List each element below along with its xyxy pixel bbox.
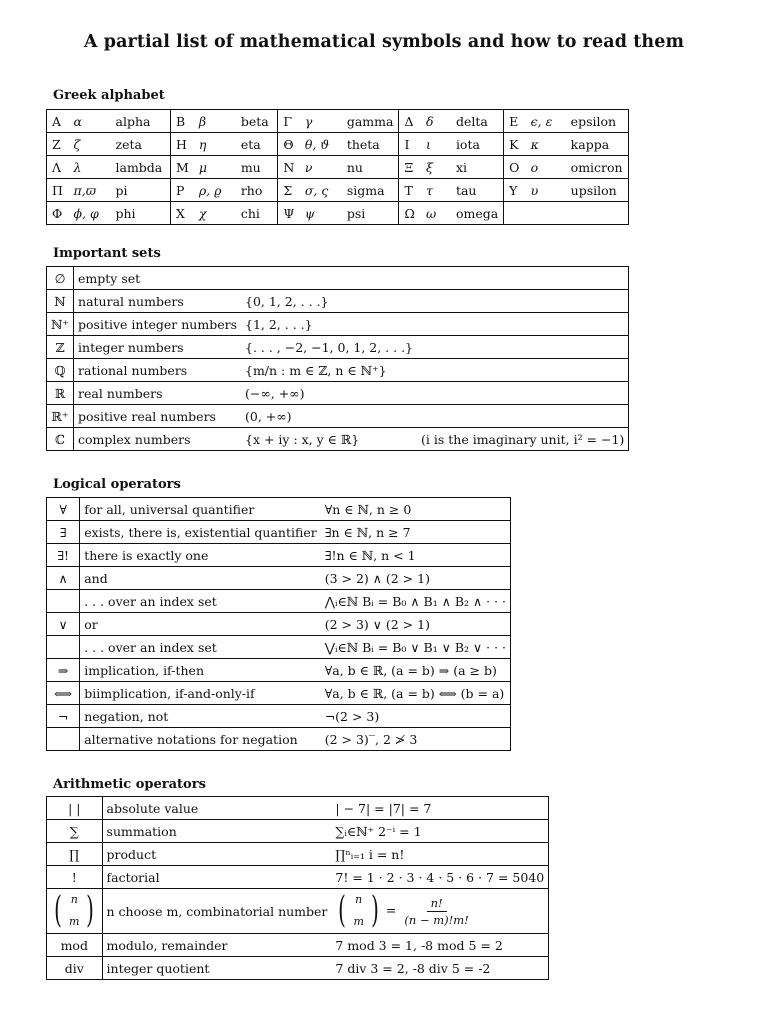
table-row bbox=[47, 382, 629, 405]
greek-upper: Ξ bbox=[399, 156, 421, 179]
logic-example: ⋀ᵢ∈ℕ Bᵢ = B₀ ∧ B₁ ∧ B₂ ∧ · · · bbox=[321, 590, 511, 613]
set-note bbox=[417, 336, 629, 359]
greek-upper: Η bbox=[171, 133, 194, 156]
logic-example: (2 > 3)‾, 2 ≯ 3 bbox=[321, 728, 511, 751]
greek-name: psi bbox=[342, 202, 399, 225]
arith-description: product bbox=[102, 843, 331, 866]
arith-description: integer quotient bbox=[102, 957, 331, 980]
greek-upper: Ψ bbox=[278, 202, 300, 225]
table-row bbox=[47, 820, 549, 843]
arith-symbol: div bbox=[47, 957, 103, 980]
logic-description: negation, not bbox=[80, 705, 321, 728]
greek-name: pi bbox=[111, 179, 171, 202]
set-name: positive real numbers bbox=[74, 405, 241, 428]
greek-name: nu bbox=[342, 156, 399, 179]
logic-description: there is exactly one bbox=[80, 544, 321, 567]
table-row bbox=[47, 843, 549, 866]
set-note bbox=[417, 405, 629, 428]
set-name: rational numbers bbox=[74, 359, 241, 382]
greek-heading: Greek alphabet bbox=[53, 88, 165, 103]
logic-example: ∀n ∈ ℕ, n ≥ 0 bbox=[321, 498, 511, 521]
table-row bbox=[47, 567, 511, 590]
sets-heading: Important sets bbox=[53, 246, 161, 261]
set-note bbox=[417, 267, 629, 290]
table-row bbox=[47, 156, 629, 179]
arith-symbol: ! bbox=[47, 866, 103, 889]
greek-upper: Β bbox=[171, 110, 194, 133]
greek-name: omega bbox=[451, 202, 504, 225]
greek-lower: ω bbox=[421, 202, 451, 225]
set-note bbox=[417, 313, 629, 336]
greek-table bbox=[46, 109, 629, 225]
arith-description: factorial bbox=[102, 866, 331, 889]
greek-upper: Ζ bbox=[47, 133, 69, 156]
arith-example: 7 mod 3 = 1, -8 mod 5 = 2 bbox=[331, 934, 548, 957]
logic-symbol: ⟺ bbox=[47, 682, 80, 705]
logic-description: biimplication, if-and-only-if bbox=[80, 682, 321, 705]
set-definition: {0, 1, 2, . . .} bbox=[241, 290, 417, 313]
set-name: positive integer numbers bbox=[74, 313, 241, 336]
arith-description: summation bbox=[102, 820, 331, 843]
greek-name: epsilon bbox=[566, 110, 628, 133]
greek-name: sigma bbox=[342, 179, 399, 202]
logic-symbol: ∨ bbox=[47, 613, 80, 636]
logic-symbol bbox=[47, 728, 80, 751]
greek-upper: Φ bbox=[47, 202, 69, 225]
greek-lower: ν bbox=[300, 156, 342, 179]
arith-heading: Arithmetic operators bbox=[53, 777, 206, 792]
greek-name: omicron bbox=[566, 156, 628, 179]
table-row bbox=[47, 521, 511, 544]
set-definition: (−∞, +∞) bbox=[241, 382, 417, 405]
logic-example: ∃!n ∈ ℕ, n < 1 bbox=[321, 544, 511, 567]
logic-symbol: ¬ bbox=[47, 705, 80, 728]
greek-upper bbox=[504, 202, 526, 225]
logic-description: exists, there is, existential quantifier bbox=[80, 521, 321, 544]
table-row bbox=[47, 797, 549, 820]
greek-lower: ο bbox=[526, 156, 566, 179]
greek-lower: ξ bbox=[421, 156, 451, 179]
table-row bbox=[47, 590, 511, 613]
greek-upper: Σ bbox=[278, 179, 300, 202]
set-symbol: ℕ⁺ bbox=[47, 313, 74, 336]
greek-name: zeta bbox=[111, 133, 171, 156]
table-row bbox=[47, 659, 511, 682]
arith-description: modulo, remainder bbox=[102, 934, 331, 957]
greek-lower: μ bbox=[194, 156, 236, 179]
arith-example: | − 7| = |7| = 7 bbox=[331, 797, 548, 820]
logic-symbol: ∀ bbox=[47, 498, 80, 521]
greek-lower: ρ, ϱ bbox=[194, 179, 236, 202]
greek-upper: Γ bbox=[278, 110, 300, 133]
greek-lower: ι bbox=[421, 133, 451, 156]
table-row bbox=[47, 359, 629, 382]
set-name: integer numbers bbox=[74, 336, 241, 359]
table-row bbox=[47, 498, 511, 521]
table-row bbox=[47, 957, 549, 980]
set-name: empty set bbox=[74, 267, 241, 290]
set-symbol: ℝ⁺ bbox=[47, 405, 74, 428]
table-row bbox=[47, 133, 629, 156]
greek-upper: Ι bbox=[399, 133, 421, 156]
table-row bbox=[47, 336, 629, 359]
greek-lower: κ bbox=[526, 133, 566, 156]
table-row bbox=[47, 728, 511, 751]
set-symbol: ∅ bbox=[47, 267, 74, 290]
greek-lower: η bbox=[194, 133, 236, 156]
set-name: complex numbers bbox=[74, 428, 241, 451]
table-row bbox=[47, 613, 511, 636]
set-note bbox=[417, 359, 629, 382]
greek-name: delta bbox=[451, 110, 504, 133]
logic-example: ¬(2 > 3) bbox=[321, 705, 511, 728]
logic-example: (2 > 3) ∨ (2 > 1) bbox=[321, 613, 511, 636]
table-row bbox=[47, 202, 629, 225]
set-definition: {1, 2, . . .} bbox=[241, 313, 417, 336]
logic-symbol: ∃! bbox=[47, 544, 80, 567]
arith-symbol: mod bbox=[47, 934, 103, 957]
greek-name: xi bbox=[451, 156, 504, 179]
set-note bbox=[417, 290, 629, 313]
logic-symbol: ∃ bbox=[47, 521, 80, 544]
table-row bbox=[47, 405, 629, 428]
greek-upper: Τ bbox=[399, 179, 421, 202]
table-row bbox=[47, 290, 629, 313]
set-symbol: ℝ bbox=[47, 382, 74, 405]
logic-description: . . . over an index set bbox=[80, 590, 321, 613]
table-row bbox=[47, 267, 629, 290]
table-row bbox=[47, 179, 629, 202]
arith-symbol: ∏ bbox=[47, 843, 103, 866]
greek-lower: ψ bbox=[300, 202, 342, 225]
set-definition bbox=[241, 267, 417, 290]
greek-lower: ϕ, φ bbox=[69, 202, 111, 225]
greek-name: upsilon bbox=[566, 179, 628, 202]
greek-lower: ζ bbox=[69, 133, 111, 156]
table-row bbox=[47, 705, 511, 728]
greek-upper: Υ bbox=[504, 179, 526, 202]
greek-name: tau bbox=[451, 179, 504, 202]
greek-lower: π,ϖ bbox=[69, 179, 111, 202]
greek-lower: δ bbox=[421, 110, 451, 133]
greek-upper: Κ bbox=[504, 133, 526, 156]
greek-upper: Ω bbox=[399, 202, 421, 225]
greek-lower: λ bbox=[69, 156, 111, 179]
logic-description: alternative notations for negation bbox=[80, 728, 321, 751]
logic-example: ∀a, b ∈ ℝ, (a = b) ⟺ (b = a) bbox=[321, 682, 511, 705]
choose-symbol: ( n m ) bbox=[47, 889, 103, 934]
arith-example: 7 div 3 = 2, -8 div 5 = -2 bbox=[331, 957, 548, 980]
greek-upper: Χ bbox=[171, 202, 194, 225]
logic-example: ⋁ᵢ∈ℕ Bᵢ = B₀ ∨ B₁ ∨ B₂ ∨ · · · bbox=[321, 636, 511, 659]
set-definition: {. . . , −2, −1, 0, 1, 2, . . .} bbox=[241, 336, 417, 359]
table-row bbox=[47, 636, 511, 659]
greek-name bbox=[566, 202, 628, 225]
greek-upper: Ρ bbox=[171, 179, 194, 202]
greek-upper: Μ bbox=[171, 156, 194, 179]
greek-upper: Α bbox=[47, 110, 69, 133]
greek-lower: χ bbox=[194, 202, 236, 225]
arith-example: ∑ᵢ∈ℕ⁺ 2⁻ⁱ = 1 bbox=[331, 820, 548, 843]
set-note bbox=[417, 382, 629, 405]
set-name: natural numbers bbox=[74, 290, 241, 313]
greek-lower: ϵ, ε bbox=[526, 110, 566, 133]
set-definition: {x + iy : x, y ∈ ℝ} bbox=[241, 428, 417, 451]
choose-description: n choose m, combinatorial number bbox=[102, 889, 331, 934]
set-note: (i is the imaginary unit, i² = −1) bbox=[417, 428, 629, 451]
set-symbol: ℤ bbox=[47, 336, 74, 359]
greek-upper: Ν bbox=[278, 156, 300, 179]
sets-table bbox=[46, 266, 629, 451]
greek-upper: Δ bbox=[399, 110, 421, 133]
set-symbol: ℕ bbox=[47, 290, 74, 313]
greek-name: gamma bbox=[342, 110, 399, 133]
greek-lower: γ bbox=[300, 110, 342, 133]
table-row bbox=[47, 110, 629, 133]
greek-upper: Θ bbox=[278, 133, 300, 156]
greek-name: lambda bbox=[111, 156, 171, 179]
greek-name: mu bbox=[236, 156, 278, 179]
set-definition: {m/n : m ∈ ℤ, n ∈ ℕ⁺} bbox=[241, 359, 417, 382]
logic-symbol: ⇒ bbox=[47, 659, 80, 682]
table-row bbox=[47, 866, 549, 889]
logic-description: for all, universal quantifier bbox=[80, 498, 321, 521]
arith-table bbox=[46, 796, 549, 980]
logic-table bbox=[46, 497, 511, 751]
greek-upper: Ε bbox=[504, 110, 526, 133]
logic-example: ∀a, b ∈ ℝ, (a = b) ⇒ (a ≥ b) bbox=[321, 659, 511, 682]
logic-description: . . . over an index set bbox=[80, 636, 321, 659]
table-row bbox=[47, 544, 511, 567]
greek-name: beta bbox=[236, 110, 278, 133]
logic-description: and bbox=[80, 567, 321, 590]
greek-lower: β bbox=[194, 110, 236, 133]
greek-name: rho bbox=[236, 179, 278, 202]
set-symbol: ℚ bbox=[47, 359, 74, 382]
greek-lower: σ, ς bbox=[300, 179, 342, 202]
greek-lower bbox=[526, 202, 566, 225]
set-symbol: ℂ bbox=[47, 428, 74, 451]
table-row bbox=[47, 934, 549, 957]
greek-lower: τ bbox=[421, 179, 451, 202]
logic-description: or bbox=[80, 613, 321, 636]
table-row bbox=[47, 313, 629, 336]
page-title: A partial list of mathematical symbols and how to read them bbox=[83, 32, 685, 52]
logic-symbol bbox=[47, 636, 80, 659]
choose-example: ( n m ) = $\frac{n!}{(n - m)!m!}$ bbox=[331, 889, 548, 934]
set-name: real numbers bbox=[74, 382, 241, 405]
greek-lower: α bbox=[69, 110, 111, 133]
greek-upper: Ο bbox=[504, 156, 526, 179]
greek-lower: υ bbox=[526, 179, 566, 202]
arith-symbol: ∑ bbox=[47, 820, 103, 843]
set-definition: (0, +∞) bbox=[241, 405, 417, 428]
table-row bbox=[47, 682, 511, 705]
arith-example: 7! = 1 · 2 · 3 · 4 · 5 · 6 · 7 = 5040 bbox=[331, 866, 548, 889]
greek-upper: Π bbox=[47, 179, 69, 202]
greek-upper: Λ bbox=[47, 156, 69, 179]
logic-example: ∃n ∈ ℕ, n ≥ 7 bbox=[321, 521, 511, 544]
logic-description: implication, if-then bbox=[80, 659, 321, 682]
logic-symbol: ∧ bbox=[47, 567, 80, 590]
arith-symbol: | | bbox=[47, 797, 103, 820]
arith-description: absolute value bbox=[102, 797, 331, 820]
table-row bbox=[47, 428, 629, 451]
greek-name: iota bbox=[451, 133, 504, 156]
greek-name: kappa bbox=[566, 133, 628, 156]
table-row bbox=[47, 889, 549, 934]
greek-name: eta bbox=[236, 133, 278, 156]
logic-heading: Logical operators bbox=[53, 477, 181, 492]
logic-symbol bbox=[47, 590, 80, 613]
greek-name: chi bbox=[236, 202, 278, 225]
arith-example: ∏ⁿᵢ₌₁ i = n! bbox=[331, 843, 548, 866]
greek-lower: θ, ϑ bbox=[300, 133, 342, 156]
logic-example: (3 > 2) ∧ (2 > 1) bbox=[321, 567, 511, 590]
greek-name: phi bbox=[111, 202, 171, 225]
greek-name: alpha bbox=[111, 110, 171, 133]
greek-name: theta bbox=[342, 133, 399, 156]
